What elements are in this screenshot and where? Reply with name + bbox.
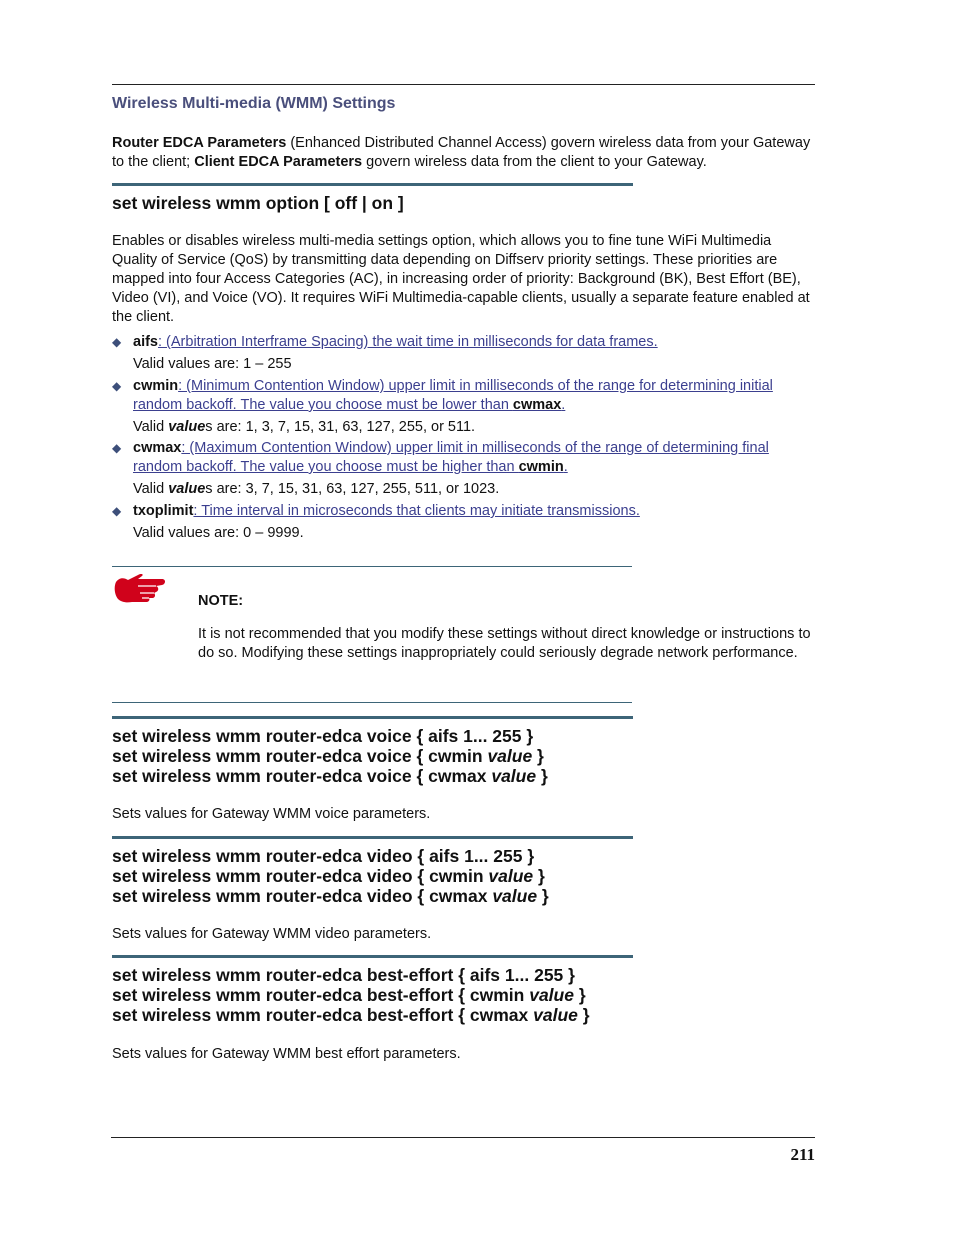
note-label: NOTE: — [198, 593, 244, 609]
command-bar — [112, 183, 633, 186]
footer-rule — [111, 1137, 815, 1138]
intro-paragraph: Router EDCA Parameters (Enhanced Distributed Channel Access) govern wireless data from your Gateway to the client; Client EDCA Parameters govern wireless data from the client to your Gateway. — [112, 135, 811, 170]
valid-values: Valid values are: 0 – 9999. — [133, 525, 304, 541]
list-item-cwmax: ◆ cwmax: (Maximum Contention Window) upper limit in milliseconds of the range of determining final random backoff. The value you choose must be higher than cwmin. Valid values are: 3, 7, 15, 31, 63, 127, 255, 511, or 1023. — [112, 439, 817, 499]
txoplimit-link[interactable]: : Time interval in microseconds that clients may initiate transmissions. — [193, 503, 640, 519]
command-voice: set wireless wmm router-edca voice { aifs 1... 255 } set wireless wmm router-edca voice { cwmin value } set wireless wmm router-edca voice { cwmax value } — [112, 726, 548, 786]
valid-values: Valid values are: 1 – 255 — [133, 356, 292, 372]
command-best-effort: set wireless wmm router-edca best-effort { aifs 1... 255 } set wireless wmm router-edca best-effort { cwmin value } set wireless wmm router-edca best-effort { cwmax value } — [112, 965, 590, 1025]
pointing-hand-icon — [112, 574, 166, 609]
voice-description: Sets values for Gateway WMM voice parameters. — [112, 806, 431, 822]
valid-values: Valid values are: 1, 3, 7, 15, 31, 63, 127, 255, or 511. — [133, 419, 476, 435]
command-wmm-option: set wireless wmm option [ off | on ] — [112, 193, 404, 213]
command-bar — [112, 955, 633, 958]
router-edca-term: Router EDCA Parameters — [112, 135, 287, 151]
command-bar — [112, 836, 633, 839]
command-description: Enables or disables wireless multi-media settings option, which allows you to fine tune WiFi Multimedia Quality of Service (QoS) by transmitting data depending on Diffserv priority settings. These priorities are mapped into four Access Categories (AC), in increasing order of priority: Background (BK), Best Effort (BE), Video (VI), and Voice (VO). It requires WiFi Multimedia-capable clients, usually a separate feature enabled at the client. — [112, 233, 810, 325]
command-bar — [112, 716, 633, 719]
cwmax-link[interactable]: : (Maximum Contention Window) upper limit in milliseconds of the range of determining final random backoff. The value you choose must be higher than cwmin. — [133, 440, 769, 475]
diamond-bullet-icon: ◆ — [112, 504, 122, 518]
diamond-bullet-icon: ◆ — [112, 335, 122, 349]
section-title: Wireless Multi-media (WMM) Settings — [112, 95, 396, 112]
valid-values: Valid values are: 3, 7, 15, 31, 63, 127, 255, 511, or 1023. — [133, 481, 500, 497]
video-description: Sets values for Gateway WMM video parameters. — [112, 926, 432, 942]
command-video: set wireless wmm router-edca video { aifs 1... 255 } set wireless wmm router-edca video { cwmin value } set wireless wmm router-edca video { cwmax value } — [112, 846, 549, 906]
aifs-link[interactable]: : (Arbitration Interframe Spacing) the wait time in milliseconds for data frames. — [158, 334, 658, 350]
note-text: It is not recommended that you modify these settings without direct knowledge or instructions to do so. Modifying these settings inappropriately could seriously degrade network performance. — [198, 626, 811, 661]
best-effort-description: Sets values for Gateway WMM best effort parameters. — [112, 1046, 461, 1062]
list-item-txoplimit: ◆ txoplimit: Time interval in microseconds that clients may initiate transmissions. Valid values are: 0 – 9999. — [112, 502, 817, 543]
diamond-bullet-icon: ◆ — [112, 379, 122, 393]
cwmin-link[interactable]: : (Minimum Contention Window) upper limit in milliseconds of the range for determining initial random backoff. The value you choose must be lower than cwmax. — [133, 378, 773, 413]
page-number: 211 — [790, 1145, 815, 1164]
client-edca-term: Client EDCA Parameters — [194, 154, 363, 170]
diamond-bullet-icon: ◆ — [112, 441, 122, 455]
list-item-aifs: ◆ aifs: (Arbitration Interframe Spacing) the wait time in milliseconds for data frames. Valid values are: 1 – 255 — [112, 333, 817, 374]
list-item-cwmin: ◆ cwmin: (Minimum Contention Window) upper limit in milliseconds of the range for determining initial random backoff. The value you choose must be lower than cwmax. Valid values are: 1, 3, 7, 15, 31, 63, 127, 255, or 511. — [112, 377, 817, 437]
note-top-rule — [112, 566, 632, 567]
header-rule — [112, 84, 815, 85]
note-bottom-rule — [112, 702, 632, 703]
